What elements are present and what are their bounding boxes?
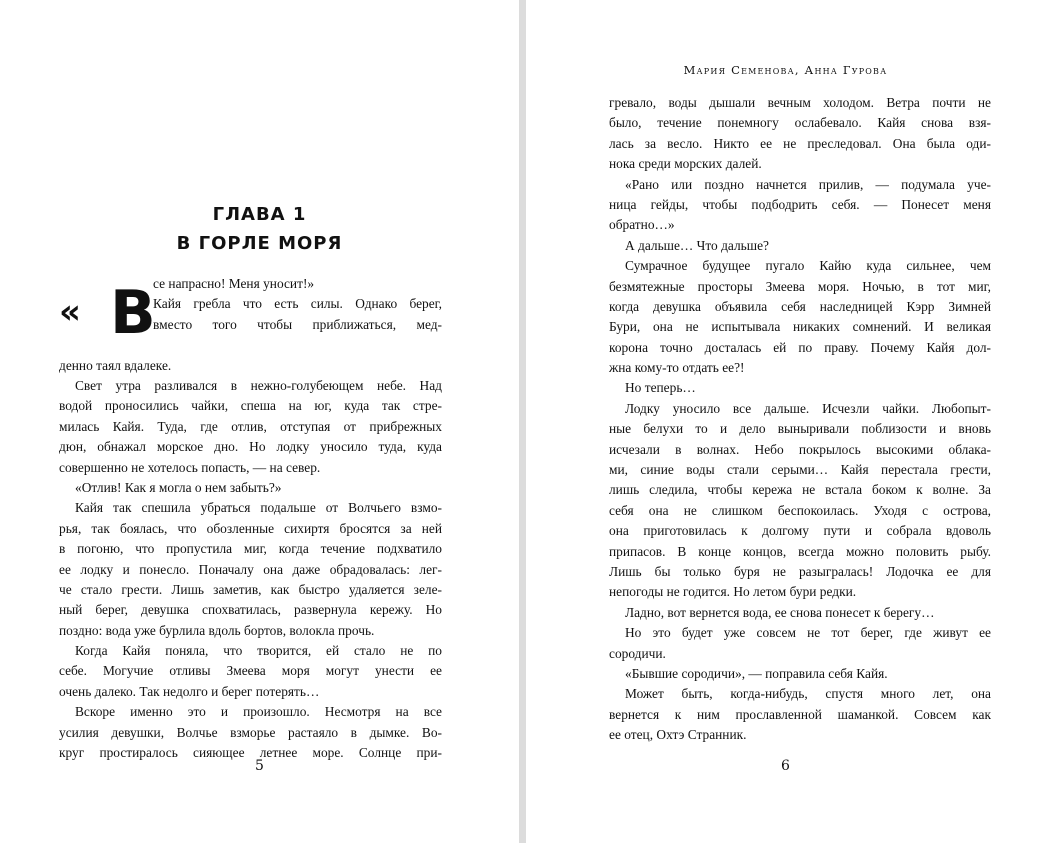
text-line: в погоню, что пропустила миг, когда течение подхватило bbox=[59, 541, 442, 557]
text-line: Свет утра разливался в нежно-голубеющем небе. Над bbox=[75, 377, 442, 393]
text-line: было, течение понемногу ослабевало. Кайя снова взя- bbox=[609, 115, 991, 131]
text-line: «Отлив! Как я могла о нем забыть?» bbox=[75, 479, 282, 495]
text-line: че стало грести. Лишь заметив, как быстро удаляется зеле- bbox=[59, 581, 442, 597]
text-line: Кайя так спешила убраться подальше от Волчьего взмо- bbox=[75, 500, 442, 516]
text-line: лишь следила, чтобы кережа не встала боком к волне. За bbox=[609, 482, 991, 498]
text-line: поздно: вода уже бурлила вдоль бортов, волокла прочь. bbox=[59, 622, 375, 638]
text-line: себе. Могучие отливы Змеева моря могут унести ее bbox=[59, 663, 442, 679]
text-line: Лодку уносило все дальше. Исчезли чайки. Любопыт- bbox=[625, 400, 991, 416]
page-number: 6 bbox=[781, 758, 790, 774]
text-line: совершенно не хотелось попасть, — на север. bbox=[59, 459, 321, 475]
text-line: водой проносились чайки, спеша на юг, куда так стре- bbox=[59, 398, 442, 414]
text-line: лась за весло. Никто ее не преследовал. Она была оди- bbox=[609, 135, 991, 151]
text-line: Сумрачное будущее пугало Кайю куда сильнее, чем bbox=[625, 258, 991, 274]
text-line: Но это будет уже совсем не тот берег, где живут ее bbox=[625, 625, 991, 641]
dropcap-quote-mark: « bbox=[59, 292, 81, 332]
text-line: Кайя гребла что есть силы. Однако берег, bbox=[153, 296, 442, 312]
right-page-text bbox=[609, 93, 991, 746]
text-line: она приготовилась к долгому пути и собрала вдоволь bbox=[609, 523, 991, 539]
text-line: денно таял вдалеке. bbox=[59, 357, 172, 373]
opening-paragraph bbox=[59, 274, 442, 356]
right-page bbox=[526, 0, 1045, 843]
dropcap-letter: В bbox=[110, 278, 156, 348]
text-line: непогоды не годится. Но летом бури редки. bbox=[609, 584, 857, 600]
text-line: сородичи. bbox=[609, 645, 666, 661]
right-body-lines bbox=[609, 93, 991, 746]
chapter-title: В ГОРЛЕ МОРЯ bbox=[176, 233, 343, 254]
text-line: ные белухи то и дело выныривали поблизости и вновь bbox=[609, 421, 991, 437]
text-line: очень далеко. Так недолго и берег потерять… bbox=[59, 683, 320, 699]
text-line: Когда Кайя поняла, что творится, ей стало не по bbox=[75, 643, 442, 659]
text-line: Но теперь… bbox=[625, 380, 696, 396]
text-line: ее отец, Охтэ Странник. bbox=[609, 727, 747, 743]
text-line: гревало, воды дышали вечным холодом. Ветра почти не bbox=[609, 95, 991, 110]
text-line: Лишь бы только буря не разыгралась! Лодочка ее для bbox=[609, 563, 991, 579]
text-line: Бури, она не испытывала никаких сомнений. И великая bbox=[609, 319, 991, 335]
text-line: Вскоре именно это и произошло. Несмотря на все bbox=[75, 704, 442, 720]
left-page-text bbox=[59, 274, 442, 763]
text-line: Ладно, вот вернется вода, ее снова понесет к берегу… bbox=[625, 604, 935, 620]
text-line: себя она не слишком беспокоилась. Уходя с острова, bbox=[609, 502, 991, 518]
book-gutter bbox=[519, 0, 526, 843]
text-line: жна кому-то отдать ее?! bbox=[609, 360, 745, 376]
dropcap-lines bbox=[153, 274, 442, 335]
text-line: исчезали в волнах. Небо покрылось высокими облака- bbox=[609, 441, 991, 457]
text-line: нока среди морских далей. bbox=[609, 156, 762, 172]
text-line: рья, так боялась, что обозленные сихиртя бросятся за ней bbox=[59, 520, 442, 536]
text-line: ми, синие воды стали серыми… Кайя перестала грести, bbox=[609, 462, 991, 478]
text-line: А дальше… Что дальше? bbox=[625, 237, 769, 253]
text-line: дюн, обнажал морское дно. Но лодку уносило туда, куда bbox=[59, 439, 442, 455]
text-line: когда девушка объявила себя наследницей Кэрр Зимней bbox=[609, 298, 991, 314]
left-page bbox=[0, 0, 519, 843]
running-header: Мария Семенова, Анна Гурова bbox=[683, 63, 888, 77]
text-line: безмятежные просторы Змеева моря. Ночью, в тот миг, bbox=[609, 278, 991, 294]
text-line: «Рано или поздно начнется прилив, — подумала уче- bbox=[625, 176, 991, 192]
text-line: ница гейды, чтобы подбодрить себя. — Понесет меня bbox=[609, 196, 991, 212]
page-number: 5 bbox=[255, 758, 264, 774]
text-line: круг простиралось сияющее летнее море. Солнце при- bbox=[59, 745, 442, 761]
text-line: корона точно досталась ей по праву. Почему Кайя дол- bbox=[609, 339, 991, 355]
text-line: вместо того чтобы приближаться, мед- bbox=[153, 316, 442, 332]
chapter-number: ГЛАВА 1 bbox=[212, 204, 307, 225]
text-line: «Бывшие сородичи», — поправила себя Кайя. bbox=[625, 665, 888, 681]
left-body-lines bbox=[59, 356, 442, 764]
text-line: ее лодку и понесло. Поначалу она даже обрадовалась: лег- bbox=[59, 561, 442, 577]
text-line: се напрасно! Меня уносит!» bbox=[153, 276, 315, 291]
text-line: обратно…» bbox=[609, 217, 675, 233]
text-line: вернется к ним прославленной шаманкой. Совсем как bbox=[609, 706, 991, 722]
text-line: ный берег, девушка спохватилась, развернула кережу. Но bbox=[59, 602, 442, 618]
text-line: милась Кайя. Туда, где отлив, отступая от прибрежных bbox=[59, 418, 442, 434]
text-line: усилия девушки, Волчье взморье растаяло в дымке. Во- bbox=[59, 724, 442, 740]
text-line: припасов. В конце концов, всегда можно половить рыбу. bbox=[609, 543, 991, 559]
text-line: Может быть, когда-нибудь, спустя много лет, она bbox=[625, 686, 991, 702]
chapter-heading bbox=[0, 200, 519, 258]
